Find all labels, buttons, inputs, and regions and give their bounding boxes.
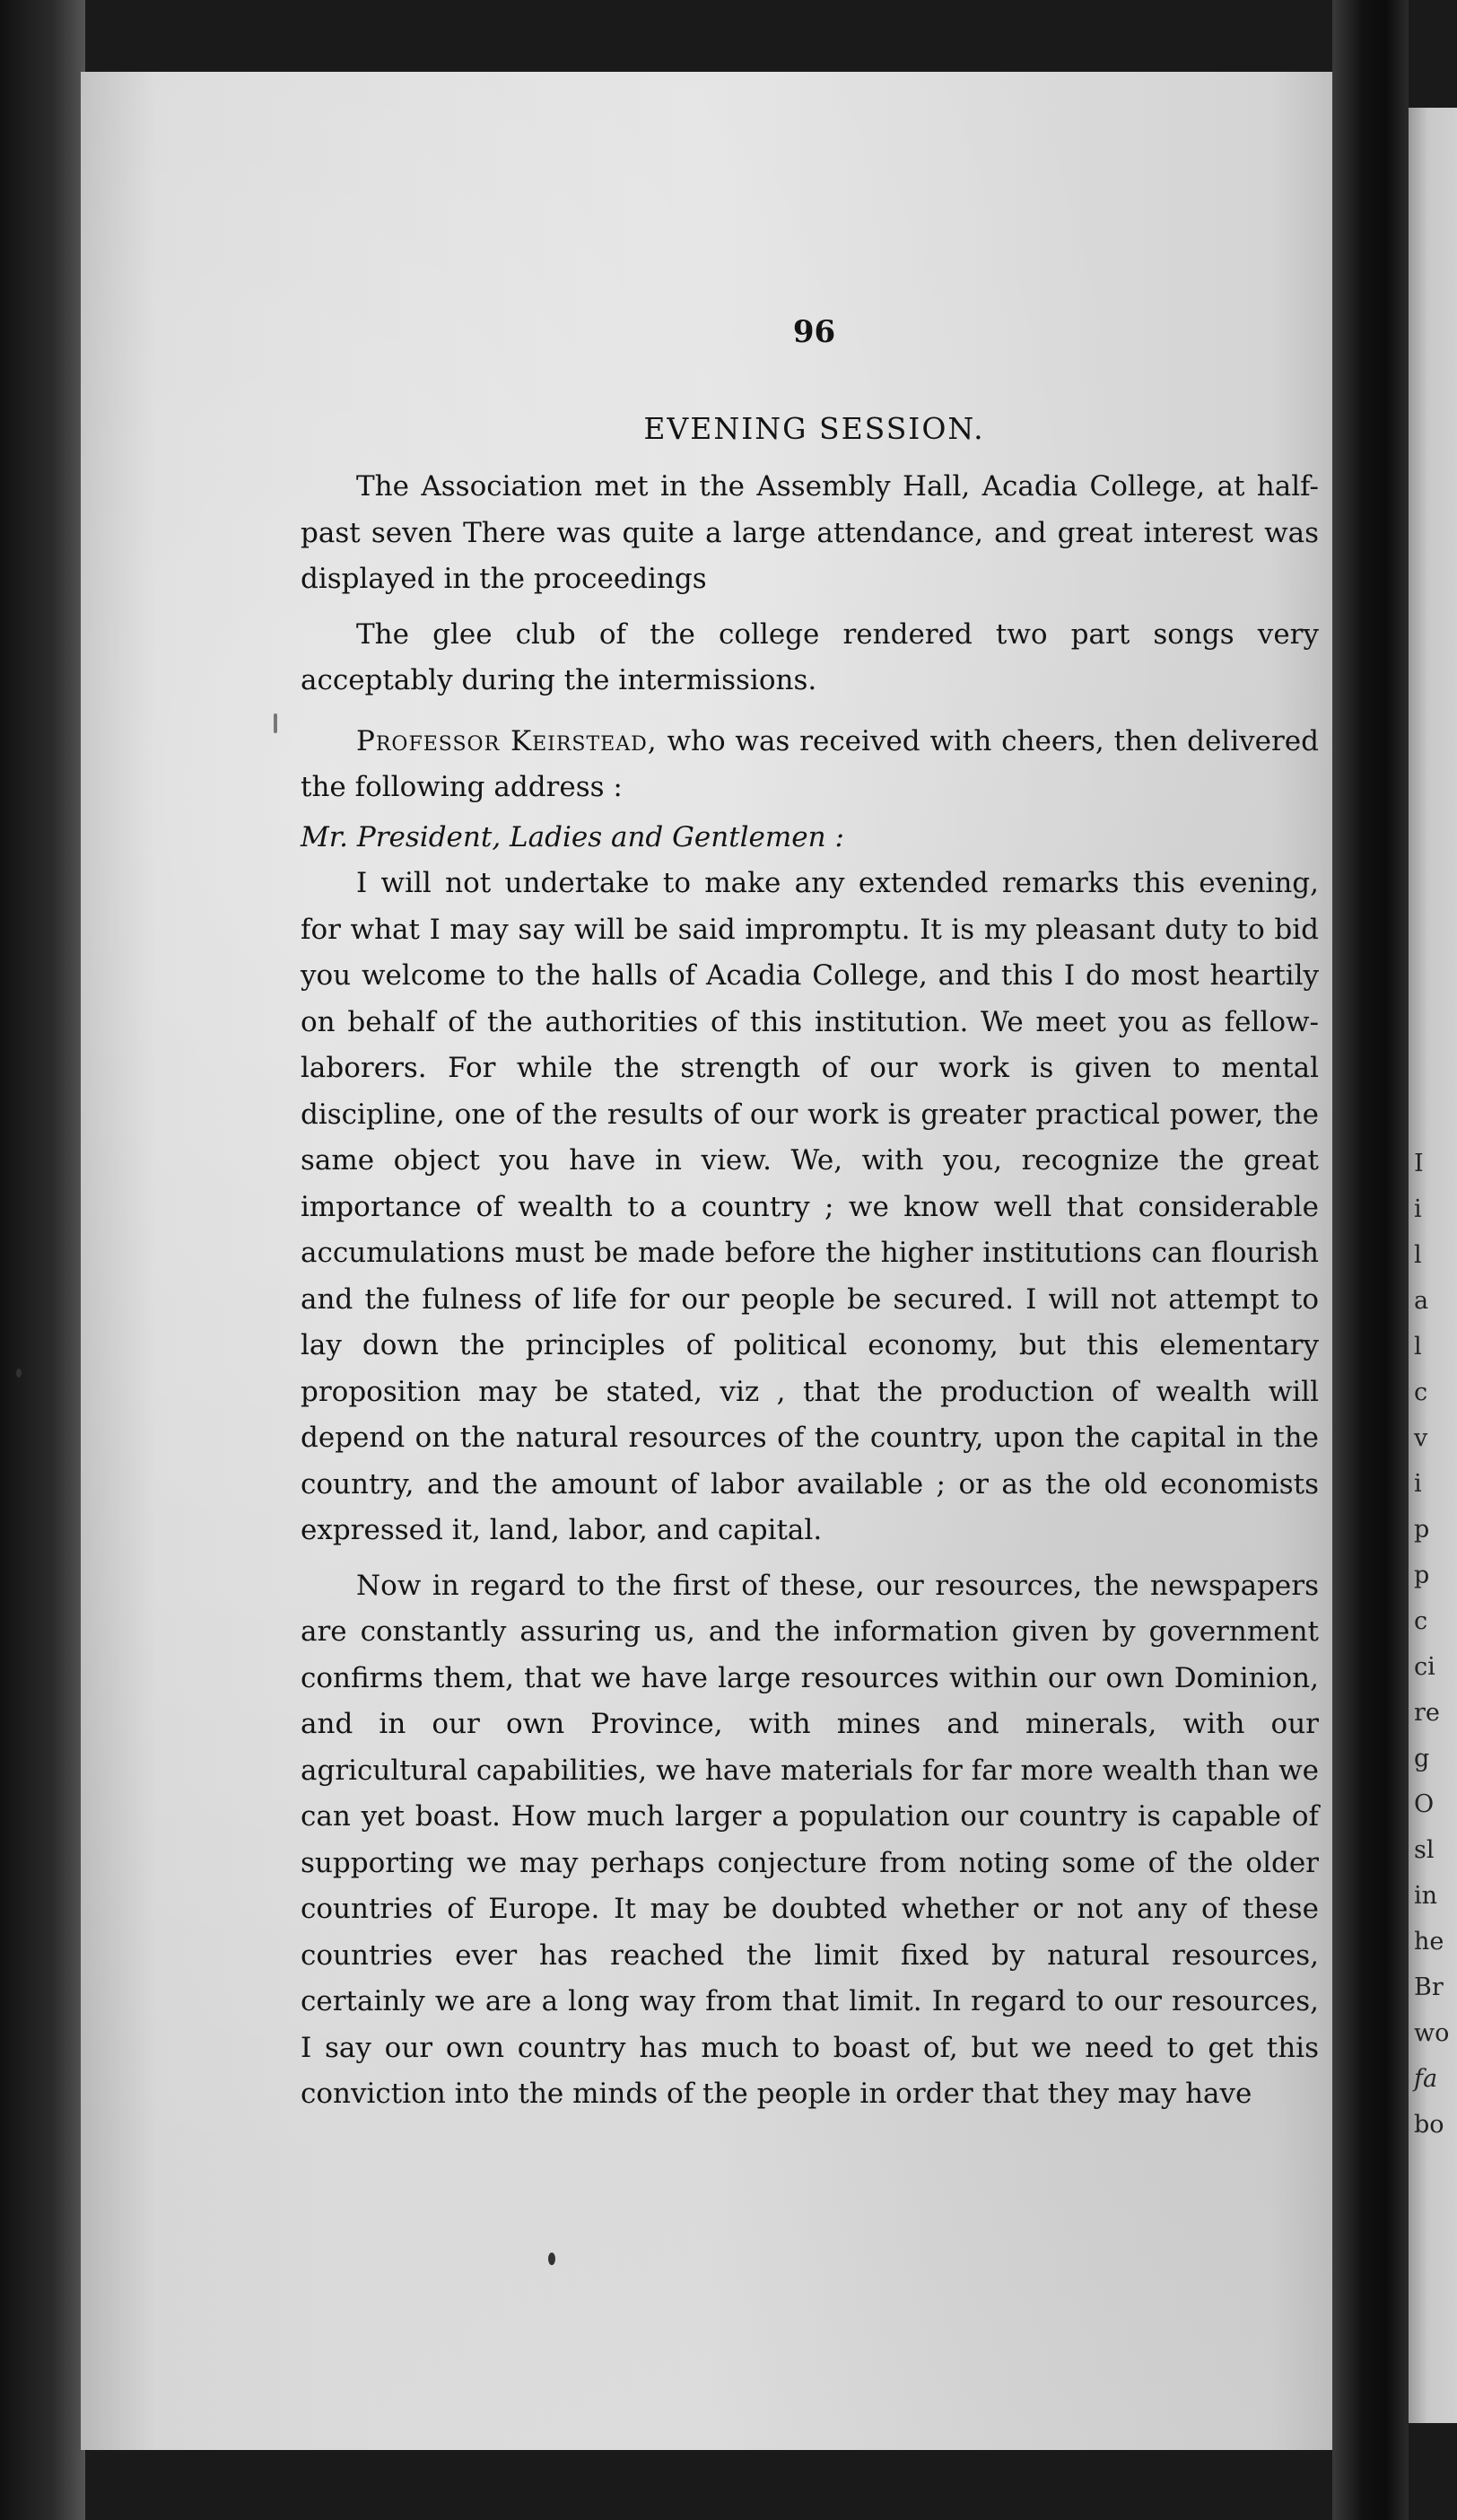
next-page-fragment: he [1414, 1928, 1444, 1956]
next-page-fragment: bo [1414, 2111, 1444, 2139]
page-number: 96 [792, 314, 836, 350]
next-page-fragment: a [1414, 1287, 1429, 1315]
next-page-fragment: I [1414, 1150, 1424, 1177]
next-page-fragment: i [1414, 1195, 1422, 1223]
next-page-fragment: g [1414, 1745, 1430, 1772]
next-page-fragment: c [1414, 1378, 1428, 1406]
scan-speck [274, 713, 277, 733]
microfilm-left-margin [0, 0, 85, 2520]
scan-speck [548, 2253, 555, 2265]
page-text-column [301, 314, 1319, 2118]
next-page-fragment: fa [1414, 2065, 1438, 2093]
address-paragraph: Now in regard to the first of these, our resources, the newspapers are constantly assuring us, and the information given by government confirms them, that we have large resources within our own Dominion, and in our own Province, with mines and minerals, with our agricultural capabilities, we have materials for far more wealth than we can yet boast. How much larger a population our country is capable of supporting we may perhaps conjecture from noting some of the older countries of Europe. It may be doubted whether or not any of these countries ever has reached the limit fixed by natural resources, certainly we are a long way from that limit. In regard to our resources, I say our own country has much to boast of, but we need to get this conviction into the minds of the people in order that they may have [301, 1569, 1319, 2110]
next-page-fragment: ci [1414, 1653, 1435, 1681]
next-page-fragment: v [1414, 1424, 1428, 1452]
next-page-fragment: c [1414, 1607, 1428, 1635]
body-paragraph: The glee club of the college rendered two part songs very acceptably during the intermissions. [301, 617, 1319, 696]
speaker-name: Professor Keirstead, [356, 724, 658, 757]
body-paragraph: The Association met in the Assembly Hall, Acadia College, at half-past seven There was quite a large attendance, and great interest was displayed in the proceedings [301, 470, 1319, 595]
next-page-fragment: p [1414, 1562, 1430, 1589]
speaker-intro-paragraph [301, 719, 1319, 811]
next-page-fragment: wo [1414, 2019, 1450, 2047]
next-page-fragment: sl [1414, 1836, 1435, 1864]
address-salutation: Mr. President, Ladies and Gentlemen : [301, 820, 844, 853]
next-page-fragment: Br [1414, 1973, 1444, 2001]
scan-speck [16, 1369, 22, 1378]
address-paragraph: I will not undertake to make any extended remarks this evening, for what I may say will be said impromptu. It is my pleasant duty to bid you welcome to the halls of Acadia College, and this I do most heartily on behalf of the authorities of this institution. We meet you as fellow-laborers. For while the strength of our work is given to mental discipline, one of the results of our work is greater practical power, the same object you have in view. We, with you, recognize the great importance of wealth to a country ; we know well that considerable accumulations must be made before the higher institutions can flourish and the fulness of life for our people be secured. I will not attempt to lay down the principles of political economy, but this elementary proposition may be stated, viz , that the production of wealth will depend on the natural resources of the country, upon the capital in the country, and the amount of labor available ; or as the old economists expressed it, land, labor, and capital. [301, 867, 1319, 1546]
speaker-intro-text: who was received with cheers, then delivered the following address : [301, 724, 1320, 803]
next-page-fragment: l [1414, 1333, 1422, 1361]
next-page-fragment: re [1414, 1699, 1440, 1727]
page-gutter [1332, 0, 1409, 2520]
next-page-fragment: l [1414, 1241, 1422, 1269]
adjacent-page-edge [1409, 108, 1457, 2423]
next-page-fragment: in [1414, 1882, 1438, 1910]
next-page-fragment: p [1414, 1516, 1430, 1544]
next-page-fragment: i [1414, 1470, 1422, 1498]
section-heading: EVENING SESSION. [643, 411, 985, 446]
next-page-fragment: O [1414, 1790, 1435, 1818]
